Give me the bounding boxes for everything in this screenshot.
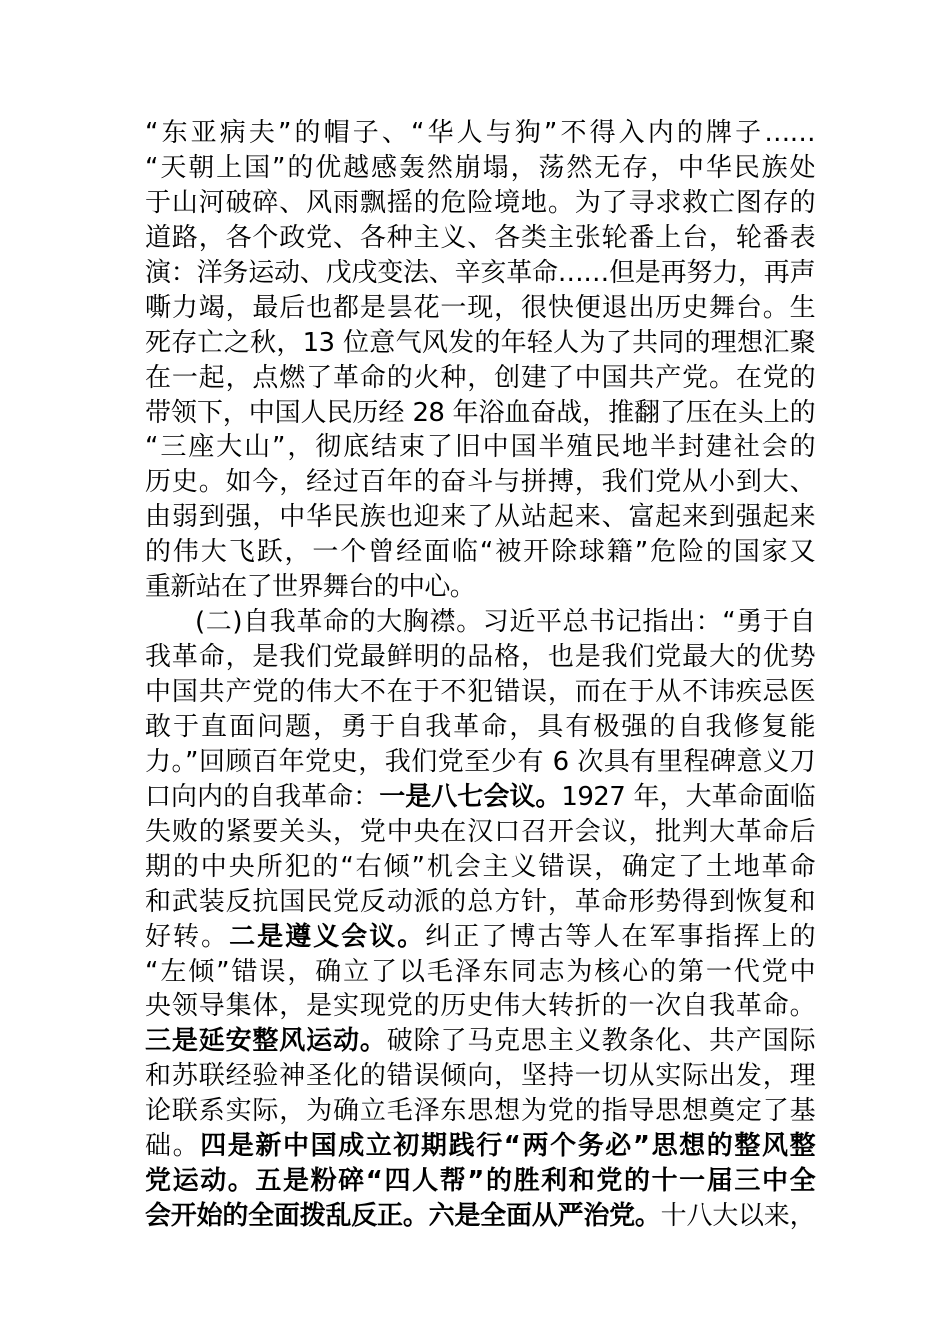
text-run: 历史。如今，经过百年的奋斗与拼搏，我们党从小到大、 (145, 467, 815, 498)
text-run: 演：洋务运动、戊戌变法、辛亥革命……但是再努力，再声 (145, 257, 815, 288)
text-run: 论联系实际，为确立毛泽东思想为党的指导思想奠定了基 (145, 1096, 815, 1127)
bold-text-run: 二是遵义会议。 (229, 921, 426, 952)
text-line (145, 1199, 815, 1234)
text-line (145, 955, 815, 990)
text-line (145, 500, 815, 535)
text-line (145, 850, 815, 885)
text-line (145, 396, 815, 431)
text-run: “东亚病夫”的帽子、“华人与狗”不得入内的牌子…… (145, 118, 815, 148)
bold-text-run: 党运动。五是粉碎“四人帮”的胜利和党的十一届三中全 (145, 1166, 815, 1197)
text-line (145, 605, 815, 640)
bold-text-run: 会开始的全面拨乱反正。六是全面从严治党。 (145, 1201, 661, 1232)
body-text (145, 116, 815, 1234)
text-line (145, 570, 815, 605)
text-line (145, 221, 815, 256)
text-line (145, 186, 815, 221)
text-run: 口向内的自我革命： (145, 781, 380, 812)
text-line (145, 116, 815, 151)
text-run: 好转。 (145, 921, 230, 952)
text-line (145, 675, 815, 710)
text-run: “天朝上国”的优越感轰然崩塌，荡然无存，中华民族处 (145, 152, 815, 183)
text-line (145, 535, 815, 570)
text-run: 力。”回顾百年党史，我们党至少有 6 次具有里程碑意义刀 (145, 746, 815, 777)
text-line (145, 989, 815, 1024)
text-line (145, 745, 815, 780)
text-run: “左倾”错误，确立了以毛泽东同志为核心的第一代党中 (145, 956, 815, 987)
text-run: 十八大以来， (660, 1201, 815, 1232)
text-run: 纠正了博古等人在军事指挥上的 (425, 921, 815, 952)
text-line (145, 291, 815, 326)
text-run: 1927 年，大革命面临 (561, 781, 815, 812)
text-run: 央领导集体，是实现党的历史伟大转折的一次自我革命。 (145, 991, 815, 1022)
text-line (145, 1164, 815, 1199)
text-line (145, 1059, 815, 1094)
text-line (145, 920, 815, 955)
text-line (145, 430, 815, 465)
text-run: 和苏联经验神圣化的错误倾向，坚持一切从实际出发，理 (145, 1061, 815, 1092)
text-line (145, 256, 815, 291)
text-run: 死存亡之秋，13 位意气风发的年轻人为了共同的理想汇聚 (145, 327, 815, 358)
text-run: 破除了马克思主义教条化、共产国际 (386, 1026, 816, 1057)
text-run: 带领下，中国人民历经 28 年浴血奋战，推翻了压在头上的 (145, 397, 815, 428)
text-line (145, 815, 815, 850)
text-run: 道路，各个政党、各种主义、各类主张轮番上台，轮番表 (145, 222, 815, 253)
text-run: 在一起，点燃了革命的火种，创建了中国共产党。在党的 (145, 362, 815, 393)
text-run: 重新站在了世界舞台的中心。 (145, 572, 476, 603)
text-line (145, 465, 815, 500)
text-line (145, 1024, 815, 1059)
text-run: 中国共产党的伟大不在于不犯错误，而在于从不讳疾忌医 (145, 677, 815, 707)
text-line (145, 326, 815, 361)
text-run: 敢于直面问题，勇于自我革命，具有极强的自我修复能 (145, 711, 815, 742)
text-line (145, 885, 815, 920)
text-line (145, 1094, 815, 1129)
text-line (145, 151, 815, 186)
text-line (145, 361, 815, 396)
text-run: 期的中央所犯的“右倾”机会主义错误，确定了土地革命 (145, 851, 815, 882)
text-line (145, 1129, 815, 1164)
text-line (145, 640, 815, 675)
text-run: 的伟大飞跃，一个曾经面临“被开除球籍”危险的国家又 (145, 537, 815, 568)
text-run: 由弱到强，中华民族也迎来了从站起来、富起来到强起来 (145, 502, 815, 533)
text-line (145, 710, 815, 745)
bold-text-run: 三是延安整风运动。 (145, 1026, 387, 1057)
text-run: 嘶力竭，最后也都是昙花一现，很快便退出历史舞台。生 (145, 292, 815, 323)
bold-text-run: 一是八七会议。 (379, 781, 562, 812)
bold-text-run: 四是新中国成立初期践行“两个务必”思想的整风整 (200, 1131, 815, 1162)
text-run: 失败的紧要关头，党中央在汉口召开会议，批判大革命后 (145, 816, 815, 847)
text-run: (二)自我革命的大胸襟。习近平总书记指出：“勇于自 (195, 607, 815, 638)
text-run: 于山河破碎、风雨飘摇的危险境地。为了寻求救亡图存的 (145, 187, 815, 218)
text-run: 和武装反抗国民党反动派的总方针，革命形势得到恢复和 (145, 886, 815, 917)
text-run: “三座大山”，彻底结束了旧中国半殖民地半封建社会的 (145, 432, 815, 463)
text-run: 我革命，是我们党最鲜明的品格，也是我们党最大的优势 (145, 642, 815, 673)
text-line (145, 780, 815, 815)
text-run: 础。 (145, 1131, 201, 1162)
